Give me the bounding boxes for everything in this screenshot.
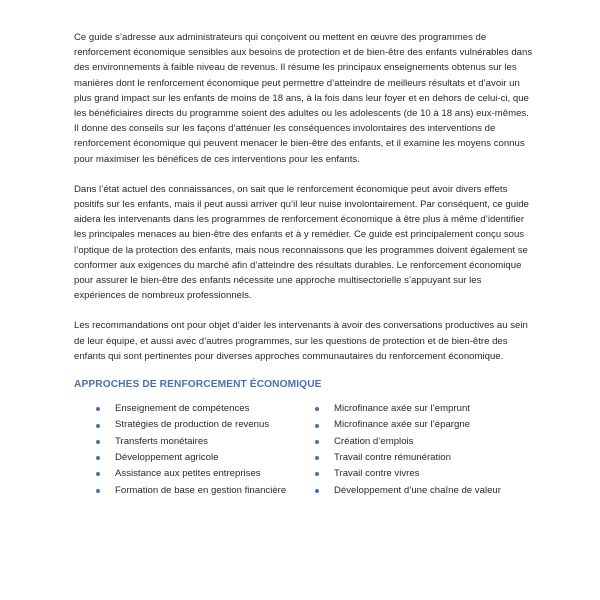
list-item <box>96 434 315 450</box>
list-item-label: Microfinance axée sur l’emprunt <box>334 403 470 415</box>
intro-paragraph-3: Les recommandations ont pour objet d’aider les intervenants à avoir des conversations productives au sein de leur équipe, et aussi avec d’autres programmes, sur les questions de protection et de bien-être des enfants qui sont pertinentes pour diverses approches communautaires du renforcement économique. <box>74 320 528 362</box>
list-item <box>96 450 315 466</box>
list-item <box>315 417 534 433</box>
document-page <box>74 30 534 499</box>
list-item-label: Stratégies de production de revenus <box>115 419 270 431</box>
bullet-icon <box>315 407 319 411</box>
bullet-icon <box>96 472 100 476</box>
bullet-icon <box>96 424 100 428</box>
approaches-list-left <box>96 401 315 499</box>
list-item <box>96 466 315 482</box>
bullet-icon <box>315 489 319 493</box>
bullet-icon <box>96 489 100 493</box>
intro-paragraph-2: Dans l’état actuel des connaissances, on sait que le renforcement économique peut avoir divers effets positifs sur les enfants, mais il peut aussi arriver qu’il leur nuise involontairement. Par conséquent, ce guide aidera les intervenants dans les programmes de renforcement économique à être plus à même d’identifier les principales menaces au bien-être des enfants et à y remédier. Ce guide est principalement conçu sous l’optique de la protection des enfants, mais nous reconnaissons que les programmes doivent également se conformer aux exigences du marché afin d’atteindre des résultats durables. Le renforcement économique pour assurer le bien-être des enfants nécessite une approche multisectorielle s’appuyant sur les expériences de nombreux professionnels. <box>74 183 529 302</box>
list-item-label: Développement agricole <box>115 451 219 463</box>
list-item-label: Travail contre vivres <box>334 468 420 480</box>
list-item <box>96 401 315 417</box>
intro-paragraph-1: Ce guide s’adresse aux administrateurs qui conçoivent ou mettent en œuvre des programmes de renforcement économique sensibles aux besoins de protection et de bien-être des enfants vulnérables dans des environnements à faible niveau de revenus. Il résume les principaux enseignements obtenus sur les manières dont le renforcement économique peut permettre d’atteindre de meilleurs résultats et d’avoir un plus grand impact sur les enfants de moins de 18 ans, à la fois dans leur foyer et en dehors de celui-ci, que les bénéficiaires directs du programme soient des adultes ou les adolescents (de 10 à 18 ans) eux-mêmes. Il donne des conseils sur les façons d’atténuer les conséquences involontaires des interventions de renforcement économique qui peuvent menacer le bien-être des enfants, et il examine les moyens connus pour maximiser les bénéfices de ces interventions pour les enfants. <box>74 32 533 165</box>
list-item-label: Création d’emplois <box>334 435 414 447</box>
list-item <box>315 434 534 450</box>
approaches-lists <box>96 401 534 499</box>
section-heading: APPROCHES DE RENFORCEMENT ÉCONOMIQUE <box>74 379 322 391</box>
list-item-label: Formation de base en gestion financière <box>115 484 287 496</box>
list-item <box>315 466 534 482</box>
list-item <box>315 483 534 499</box>
list-item-label: Développement d’une chaîne de valeur <box>334 484 501 496</box>
bullet-icon <box>96 407 100 411</box>
approaches-list-right <box>315 401 534 499</box>
list-item <box>96 417 315 433</box>
list-item <box>96 483 315 499</box>
bullet-icon <box>315 440 319 444</box>
list-item-label: Travail contre rémunération <box>334 451 451 463</box>
list-item-label: Microfinance axée sur l’épargne <box>334 419 470 431</box>
bullet-icon <box>96 456 100 460</box>
list-item-label: Transferts monétaires <box>115 435 208 447</box>
list-item <box>315 401 534 417</box>
bullet-icon <box>315 424 319 428</box>
list-item-label: Enseignement de compétences <box>115 403 250 415</box>
bullet-icon <box>96 440 100 444</box>
list-item <box>315 450 534 466</box>
bullet-icon <box>315 472 319 476</box>
bullet-icon <box>315 456 319 460</box>
list-item-label: Assistance aux petites entreprises <box>115 468 261 480</box>
